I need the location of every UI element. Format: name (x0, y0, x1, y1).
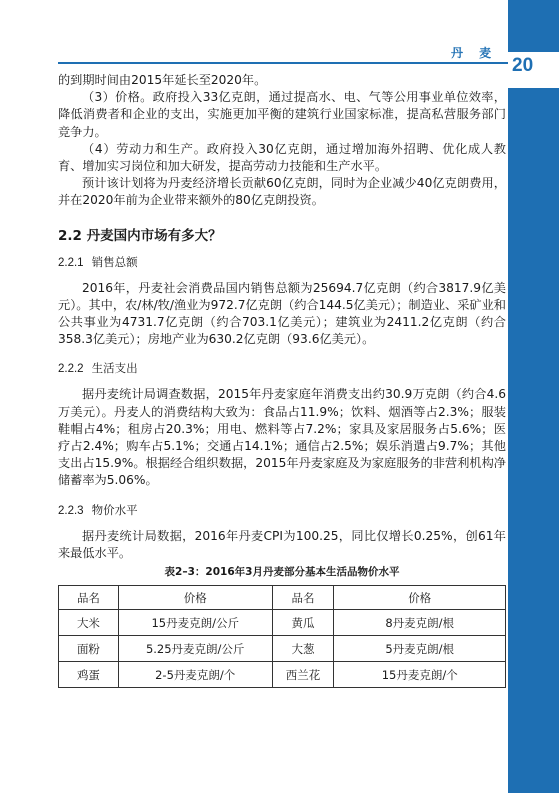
subsection-heading-sales (58, 254, 506, 270)
table-header-row (59, 586, 506, 610)
table-cell: 5.25丹麦克朗/公斤 (118, 636, 272, 662)
subsection-number: 2.2.3 (58, 504, 84, 517)
table-cell: 2-5丹麦克朗/个 (118, 662, 272, 688)
table-cell: 面粉 (59, 636, 119, 662)
subsection-number: 2.2.1 (58, 256, 84, 269)
table-cell: 西兰花 (272, 662, 334, 688)
section-heading (58, 224, 506, 244)
table-cell: 15丹麦克朗/公斤 (118, 610, 272, 636)
table-caption: 表2–3：2016年3月丹麦部分基本生活品物价水平 (164, 566, 400, 579)
paragraph-sales: 2016年，丹麦社会消费品国内销售总额为25694.7亿克朗（约合3817.9亿美元）。其中，农/林/牧/渔业为972.7亿克朗（约合144.5亿美元）；制造业、采矿业和公共事业为4731.7亿克朗（约合703.1亿美元）；建筑业为2411.2亿克朗（约合358.3亿美元）；房地产业为630.2亿克朗（93.6亿美元）。 (58, 280, 506, 347)
paragraph-price: （3）价格。政府投入33亿克朗，通过提高水、电、气等公用事业单位效率，降低消费者和企业的支出，实施更加平衡的建筑行业国家标准，提高私营服务部门竞争力。 (58, 90, 506, 139)
table-cell: 鸡蛋 (59, 662, 119, 688)
subsection-number: 2.2.2 (58, 363, 84, 376)
section-title: 丹麦国内市场有多大？ (86, 227, 222, 244)
table-cell: 8丹麦克朗/根 (334, 610, 506, 636)
table-cell: 15丹麦克朗/个 (334, 662, 506, 688)
table-cell: 5丹麦克朗/根 (334, 636, 506, 662)
paragraph-prices: 据丹麦统计局数据，2016年丹麦CPI为100.25，同比仅增长0.25%，创61年来最低水平。 (58, 528, 506, 560)
header-corner-block (508, 0, 559, 52)
side-color-bar (508, 88, 559, 793)
price-table (58, 585, 506, 688)
paragraph-continuation: 的到期时间由2015年延长至2020年。 (58, 73, 267, 87)
section-number: 2.2 (58, 227, 82, 244)
table-cell: 黄瓜 (272, 610, 334, 636)
column-header: 品名 (59, 586, 119, 610)
subsection-heading-expenses (58, 360, 506, 376)
subsection-title: 生活支出 (91, 361, 138, 376)
column-header: 价格 (118, 586, 272, 610)
table-row (59, 610, 506, 636)
subsection-heading-prices (58, 502, 506, 518)
table-row (59, 662, 506, 688)
page-content (58, 72, 506, 688)
paragraph-labor: （4）劳动力和生产。政府投入30亿克朗，通过增加海外招聘、优化成人教育、增加实习岗位和加大研发，提高劳动力技能和生产水平。 (58, 141, 506, 174)
column-header: 价格 (334, 586, 506, 610)
page-number: 20 (512, 55, 534, 76)
table-row (59, 636, 506, 662)
column-header: 品名 (272, 586, 334, 610)
table-cell: 大米 (59, 610, 119, 636)
header-rule (58, 62, 508, 64)
paragraph-expenses: 据丹麦统计局调查数据，2015年丹麦家庭年消费支出约30.9万克朗（约合4.6万美元）。丹麦人的消费结构大致为：食品占11.9%；饮料、烟酒等占2.3%；服装鞋帽占4%；租房占20.3%；用电、燃料等占7.2%；家具及家居服务占5.6%；医疗占2.4%；购车占5.1%；交通占14.1%；通信占2.5%；娱乐消遣占9.7%；其他支出占15.9%。根据经合组织数据，2015年丹麦家庭及为家庭服务的非营利机构净储蓄率为5.06%。 (58, 387, 506, 488)
subsection-title: 销售总额 (91, 254, 138, 269)
paragraph-forecast: 预计该计划将为丹麦经济增长贡献60亿克朗，同时为企业减少40亿克朗费用，并在2020年前为企业带来额外的80亿克朗投资。 (58, 176, 506, 208)
table-cell: 大葱 (272, 636, 334, 662)
subsection-title: 物价水平 (91, 502, 138, 517)
running-header-title: 丹 麦 (451, 46, 498, 60)
